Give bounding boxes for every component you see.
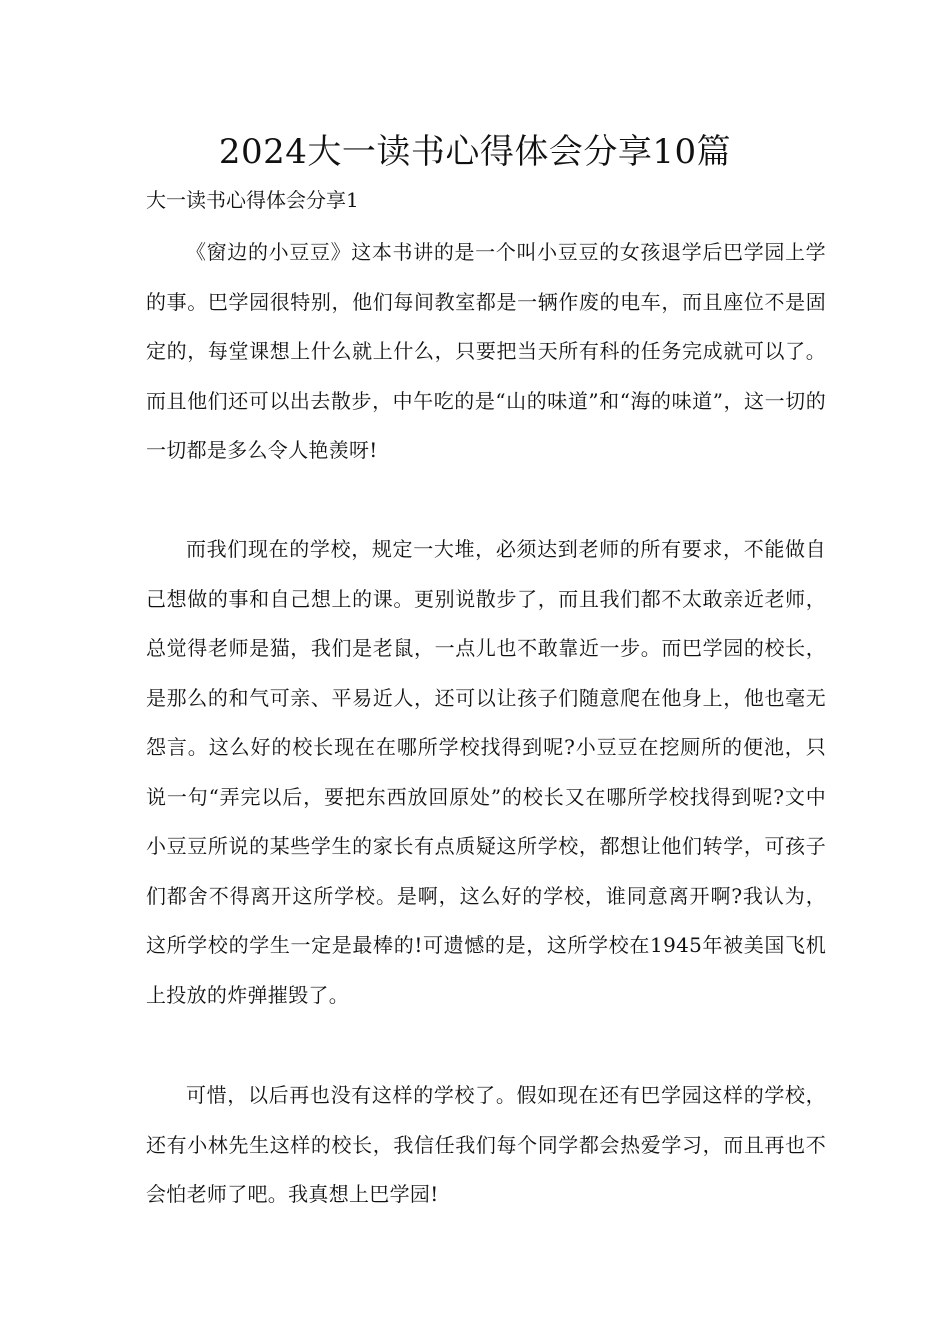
paragraph-2: 而我们现在的学校，规定一大堆，必须达到老师的所有要求，不能做自己想做的事和自己想上的课。更别说散步了，而且我们都不太敢亲近老师，总觉得老师是猫，我们是老鼠，一点儿也不敢靠近一步。而巴学园的校长，是那么的和气可亲、平易近人，还可以让孩子们随意爬在他身上，他也毫无怨言。这么好的校长现在在哪所学校找得到呢?小豆豆在挖厕所的便池，只说一句“弄完以后，要把东西放回原处”的校长又在哪所学校找得到呢?文中小豆豆所说的某些学生的家长有点质疑这所学校，都想让他们转学，可孩子们都舍不得离开这所学校。是啊，这么好的学校，谁同意离开啊?我认为，这所学校的学生一定是最棒的!可遗憾的是，这所学校在1945年被美国飞机上投放的炸弹摧毁了。 (146, 537, 826, 1007)
paragraph-3: 可惜，以后再也没有这样的学校了。假如现在还有巴学园这样的学校，还有小林先生这样的校长，我信任我们每个同学都会热爱学习，而且再也不会怕老师了吧。我真想上巴学园! (146, 1083, 826, 1206)
document-title: 2024大一读书心得体会分享10篇 (218, 132, 732, 172)
section-heading: 大一读书心得体会分享1 (146, 188, 359, 212)
paragraph-1: 《窗边的小豆豆》这本书讲的是一个叫小豆豆的女孩退学后巴学园上学的事。巴学园很特别，他们每间教室都是一辆作废的电车，而且座位不是固定的，每堂课想上什么就上什么，只要把当天所有科的任务完成就可以了。而且他们还可以出去散步，中午吃的是“山的味道”和“海的味道”，这一切的一切都是多么令人艳羡呀! (146, 240, 826, 462)
